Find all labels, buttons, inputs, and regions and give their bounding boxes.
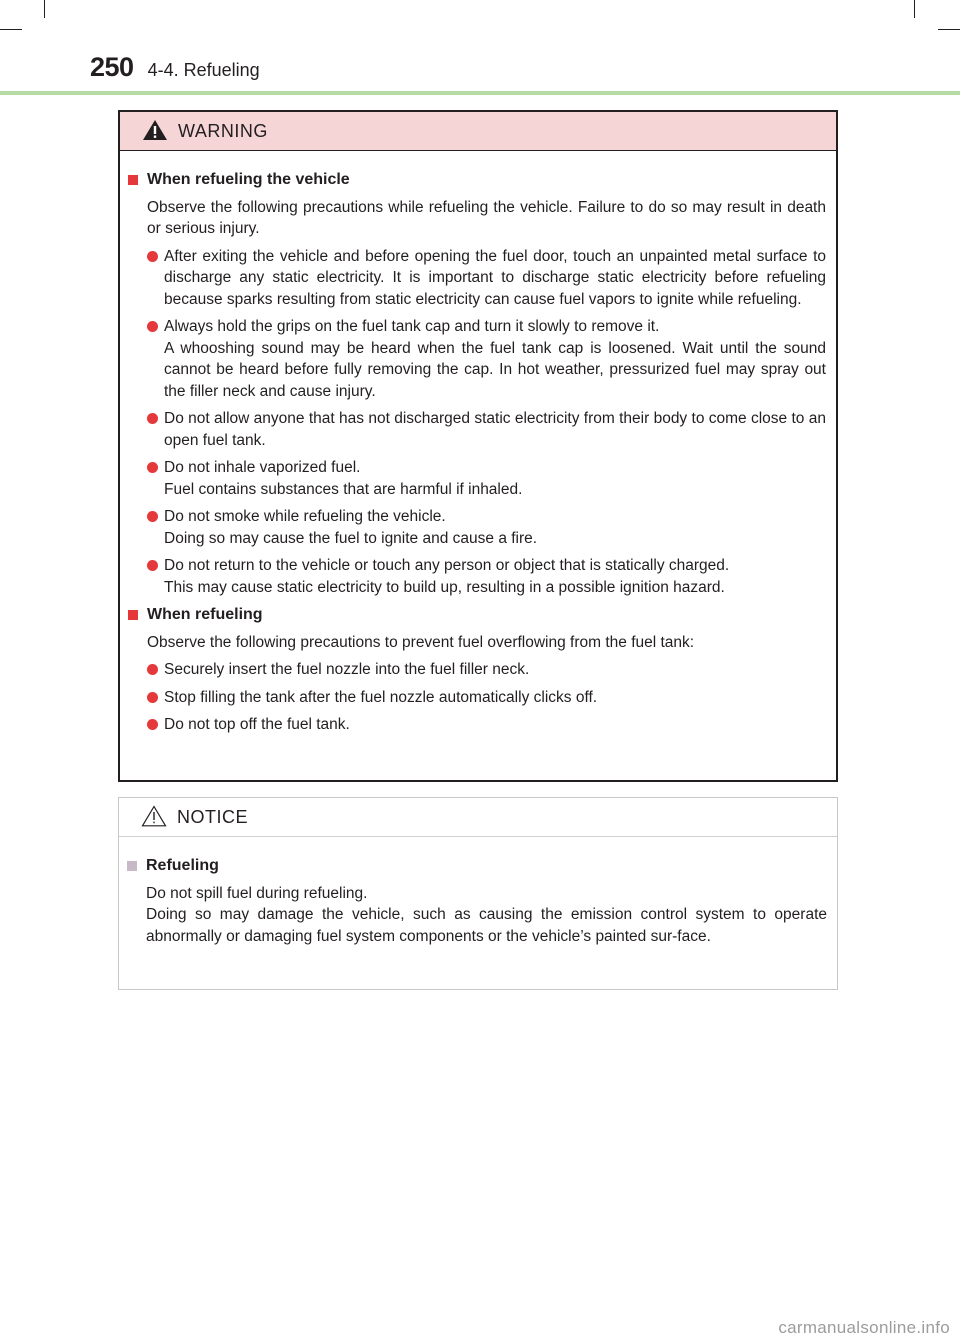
list-item: Do not allow anyone that has not discharged static electricity from their body to come close to an open fuel tank. [147,408,826,451]
list-item: Do not inhale vaporized fuel. Fuel contains substances that are harmful if inhaled. [147,457,826,500]
round-bullet-icon [147,560,158,571]
list-item: Always hold the grips on the fuel tank cap and turn it slowly to remove it. A whooshing sound may be heard when the fuel tank cap is loosened. Wait until the sound cannot be heard before fully removing the cap. In hot weather, pressurized fuel may spray out the filler neck and cause injury. [147,316,826,402]
section-intro: Observe the following precautions to prevent fuel overflowing from the fuel tank: [147,633,695,651]
crop-mark [0,29,22,30]
round-bullet-icon [147,692,158,703]
crop-mark [938,29,960,30]
round-bullet-icon [147,413,158,424]
section-heading: Refueling [127,855,827,877]
notice-header [119,798,837,837]
notice-triangle-icon [141,805,169,829]
crop-mark [914,0,915,18]
list-item: Do not smoke while refueling the vehicle. Doing so may cause the fuel to ignite and cause a fire. [147,506,826,549]
header-rule [0,91,960,95]
warning-title: WARNING [178,120,268,141]
notice-box [118,797,838,990]
section-heading: When refueling the vehicle [128,169,826,191]
square-bullet-icon [128,610,138,620]
warning-header [120,112,836,151]
list-item: Securely insert the fuel nozzle into the fuel filler neck. [147,659,826,681]
list-item: Do not top off the fuel tank. [147,714,826,736]
warning-triangle-icon [142,119,170,143]
section-title: 4-4. Refueling [147,60,260,80]
round-bullet-icon [147,719,158,730]
list-item: Stop filling the tank after the fuel nozzle automatically clicks off. [147,687,826,709]
square-bullet-icon [127,861,137,871]
notice-body [119,837,837,947]
list-item: Do not return to the vehicle or touch any person or object that is statically charged. This may cause static electricity to build up, resulting in a possible ignition hazard. [147,555,826,598]
page-header [90,52,260,92]
round-bullet-icon [147,664,158,675]
square-bullet-icon [128,175,138,185]
crop-mark [44,0,45,18]
round-bullet-icon [147,321,158,332]
page-number: 250 [90,52,134,82]
notice-text: Do not spill fuel during refueling. Doing so may damage the vehicle, such as causing the emission control system to operate abnormally or damaging fuel system components or the vehicle’s painted sur-face. [146,884,827,945]
warning-box [118,110,838,782]
round-bullet-icon [147,511,158,522]
section-intro: Observe the following precautions while refueling the vehicle. Failure to do so may result in death or serious injury. [147,198,826,237]
notice-title: NOTICE [177,806,249,827]
section-heading: When refueling [128,604,826,626]
round-bullet-icon [147,251,158,262]
round-bullet-icon [147,462,158,473]
warning-body [120,151,836,736]
list-item: After exiting the vehicle and before opening the fuel door, touch an unpainted metal surface to discharge any static electricity. It is important to discharge static electricity before refueling because sparks resulting from static electricity can cause fuel vapors to ignite while refueling. [147,246,826,311]
watermark: carmanualsonline.info [778,1318,950,1337]
